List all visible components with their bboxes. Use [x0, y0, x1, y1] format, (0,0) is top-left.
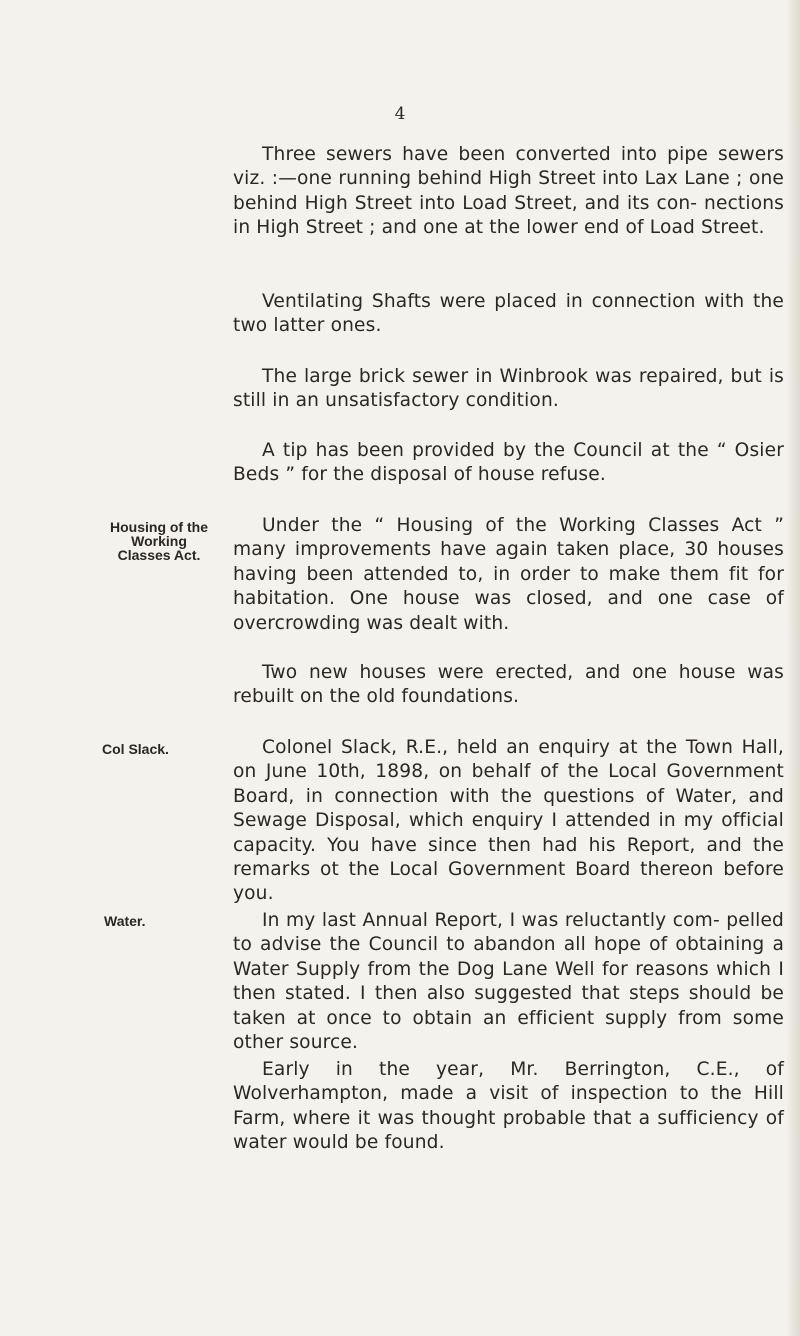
paragraph-hill-farm: Early in the year, Mr. Berrington, C.E., of Wolverhampton, made a visit of inspection to the Hill Farm, where it was thought probable that a sufficiency of water would be found. — [233, 1059, 784, 1154]
paragraph-water: In my last Annual Report, I was reluctantly com- pelled to advise the Council to abandon all hope of obtaining a Water Supply from the Dog Lane Well for reasons which I then stated. I then also suggested that steps should be taken at once to obtain an efficient supply from some other source. — [233, 910, 784, 1054]
margin-note-water: Water. — [104, 913, 146, 929]
margin-note-housing-line1: Housing of the — [110, 519, 208, 535]
margin-note-col-slack: Col Slack. — [102, 741, 169, 757]
paragraph-ventilating-shafts: Ventilating Shafts were placed in connection with the two latter ones. — [233, 291, 784, 337]
page-number: 4 — [394, 104, 406, 124]
paragraph-winbrook-sewer: The large brick sewer in Winbrook was repaired, but is still in an unsatisfactory condition. — [233, 366, 784, 412]
paragraph-osier-beds: A tip has been provided by the Council at the “ Osier Beds ” for the disposal of house refuse. — [233, 440, 784, 486]
margin-note-housing-line3: Classes Act. — [117, 547, 201, 563]
paragraph-housing: Under the “ Housing of the Working Classes Act ” many improvements have again taken place, 30 houses having been attended to, in order to make them fit for habitation. One house was closed, and one case of overcrowding was dealt with. — [233, 515, 784, 634]
page-edge-shadow — [786, 0, 800, 1336]
paragraph-sewers: Three sewers have been converted into pipe sewers viz. :—one running behind High Street into Lax Lane ; one behind High Street into Load Street, and its con- nections in High Street ; and one at the lower end of Load Street. — [233, 144, 784, 239]
paragraph-col-slack: Colonel Slack, R.E., held an enquiry at the Town Hall, on June 10th, 1898, on behalf of the Local Government Board, in connection with the questions of Water, and Sewage Disposal, which enquiry I attended in my official capacity. You have since then had his Report, and the remarks ot the Local Government Board thereon before you. — [233, 737, 784, 905]
paragraph-new-houses: Two new houses were erected, and one house was rebuilt on the old foundations. — [233, 662, 784, 708]
margin-note-housing — [86, 520, 232, 562]
margin-note-housing-line2: Working — [131, 533, 187, 549]
